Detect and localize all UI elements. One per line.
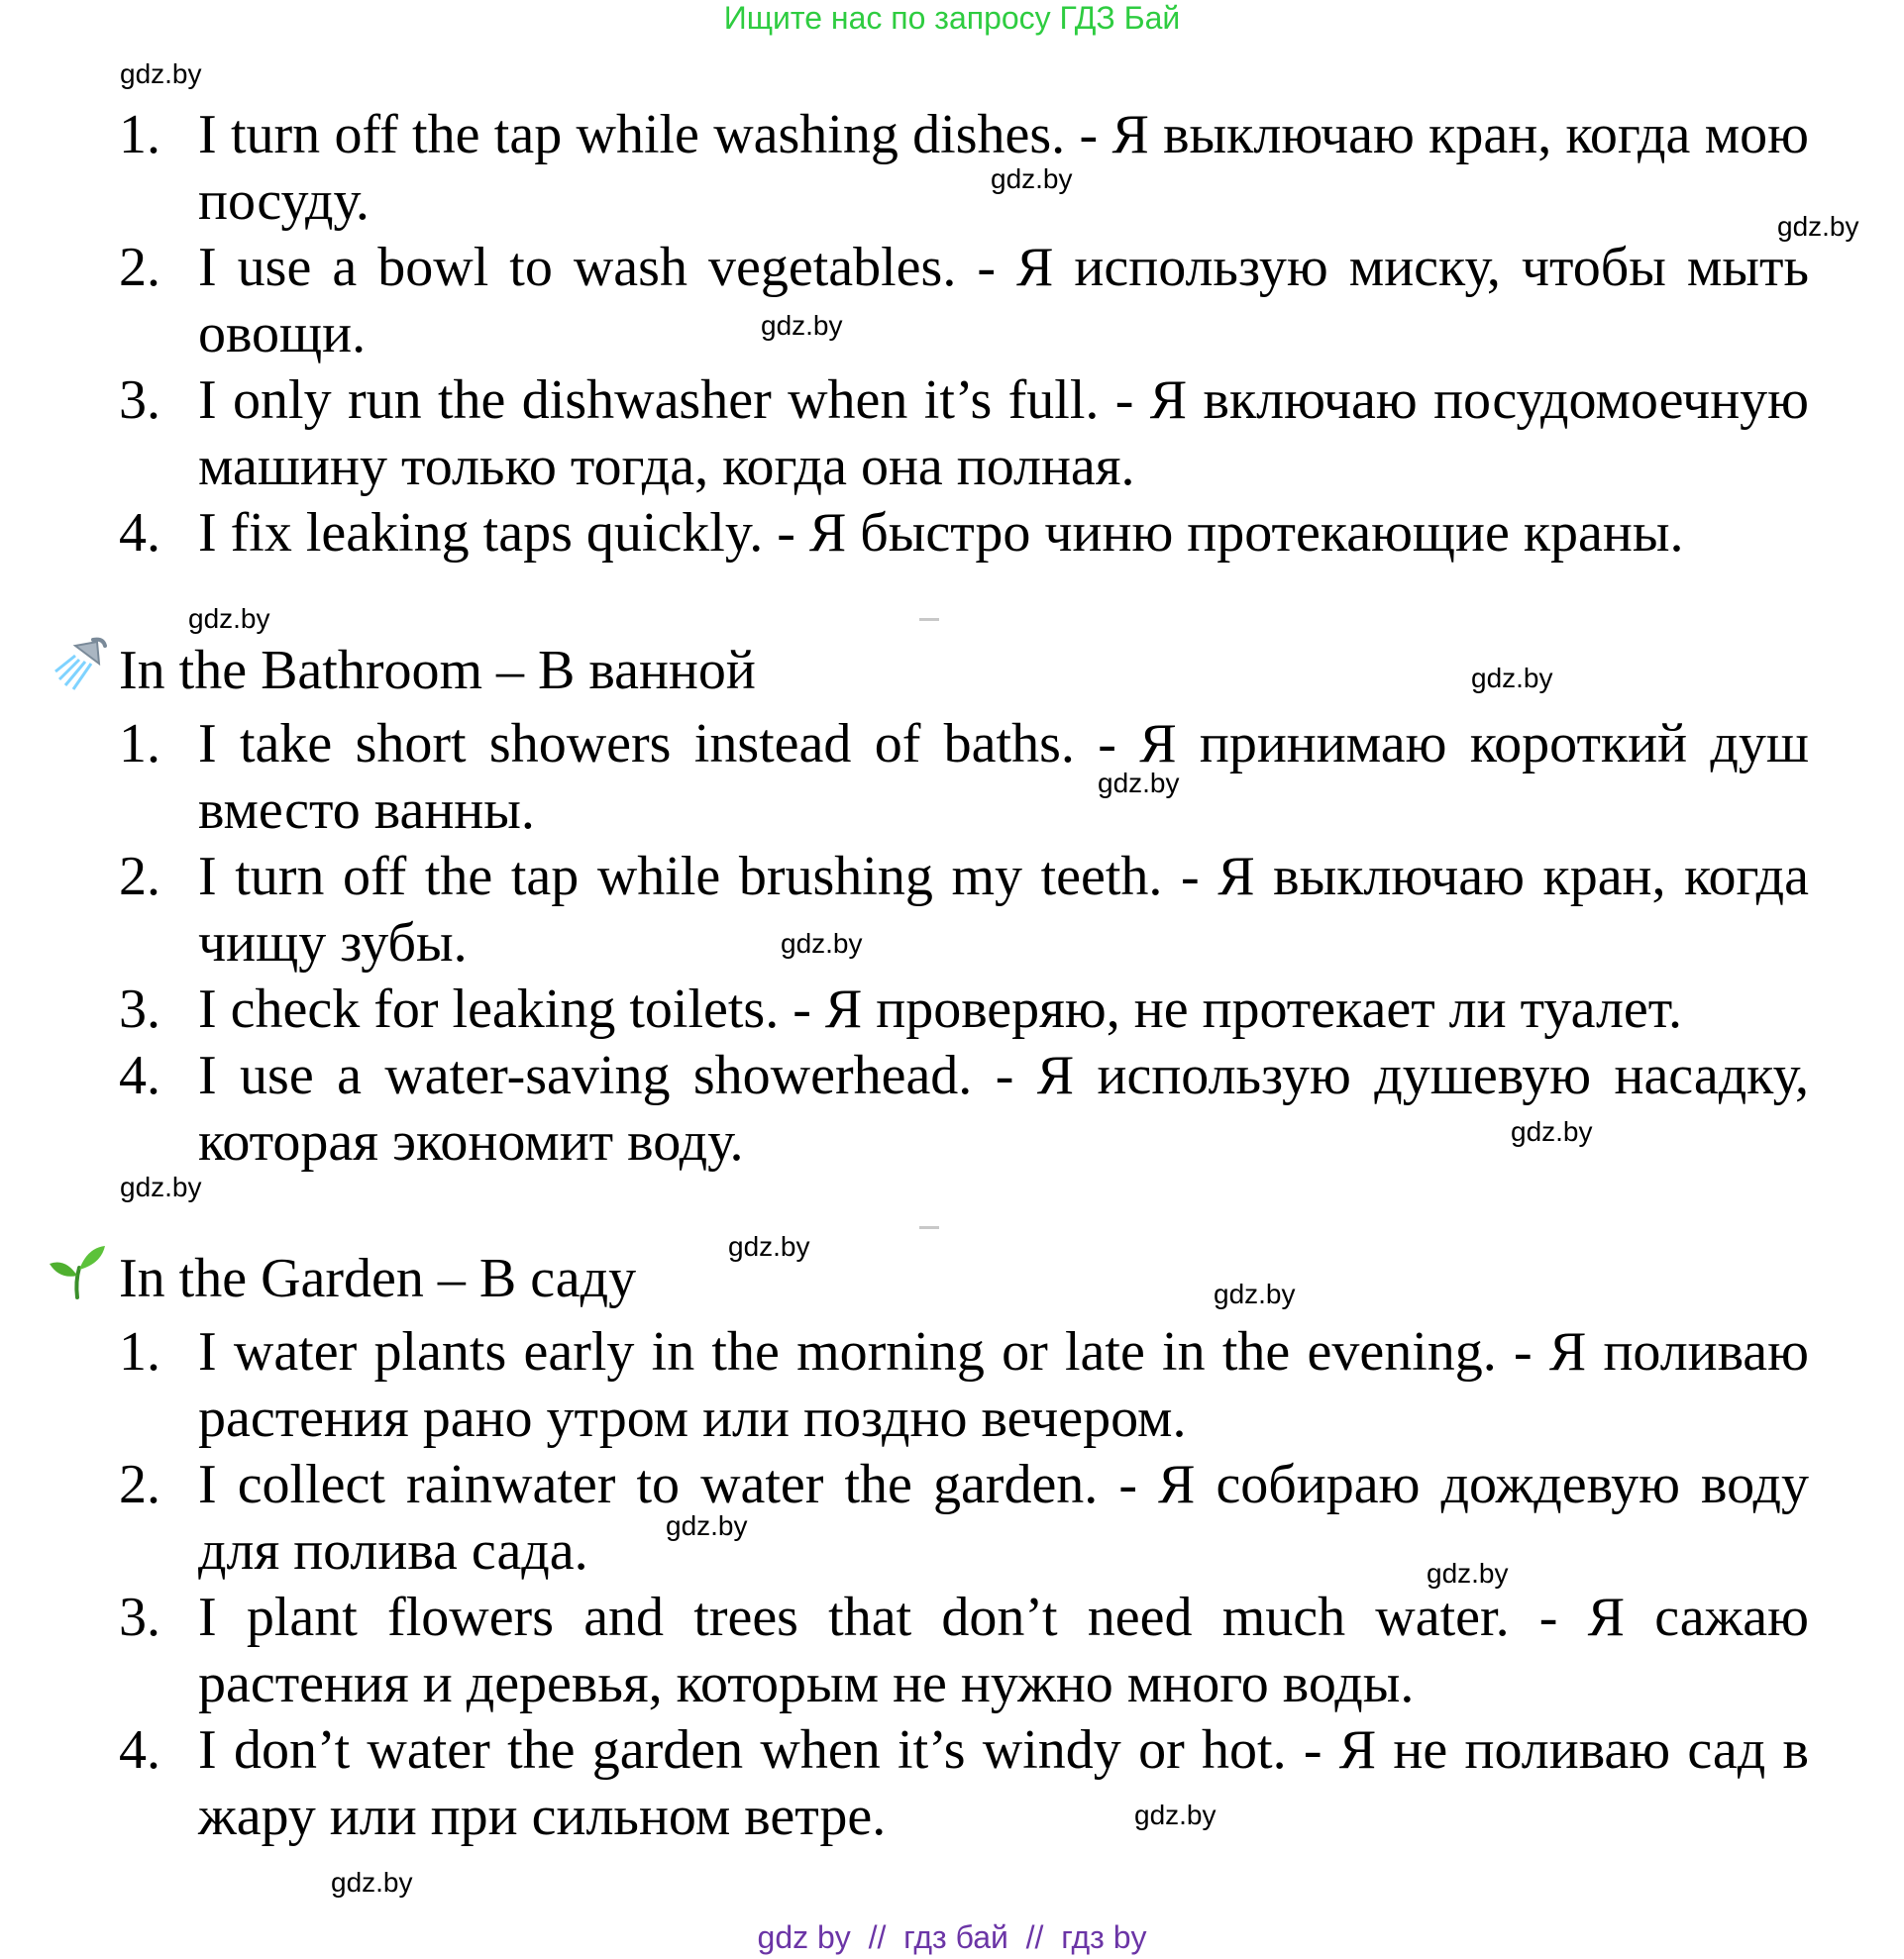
item-number: 3. bbox=[119, 369, 160, 431]
separator-mark bbox=[919, 1226, 939, 1229]
section-heading-bathroom: In the Bathroom – В ванной bbox=[119, 640, 756, 701]
watermark: gdz.by bbox=[120, 58, 202, 89]
section-heading-garden: In the Garden – В саду bbox=[119, 1248, 637, 1309]
item-text: I collect rainwater to water the garden. - Я собираю дождевую воду для полива сада. bbox=[198, 1454, 1809, 1582]
watermark: gdz.by bbox=[1214, 1279, 1296, 1309]
item-text: I only run the dishwasher when it’s full. - Я включаю посудомоечную машину только тогда, когда она полная. bbox=[198, 369, 1809, 497]
item-text: I take short showers instead of baths. - Я принимаю короткий душ вместо ванны. bbox=[198, 713, 1809, 841]
item-text: I don’t water the garden when it’s windy or hot. - Я не поливаю сад в жару или при сильном ветре. bbox=[198, 1719, 1809, 1847]
watermark: gdz.by bbox=[188, 603, 270, 634]
list-item bbox=[119, 1043, 1809, 1176]
list-item bbox=[119, 977, 1809, 1043]
list-item bbox=[119, 844, 1809, 977]
list-item bbox=[119, 1452, 1809, 1585]
watermark: gdz.by bbox=[781, 928, 863, 959]
item-number: 2. bbox=[119, 237, 160, 298]
watermark: gdz.by bbox=[1777, 211, 1859, 242]
list-item bbox=[119, 711, 1809, 844]
item-number: 4. bbox=[119, 1045, 160, 1106]
item-number: 1. bbox=[119, 713, 160, 774]
search-banner: Ищите нас по запросу ГДЗ Бай bbox=[723, 0, 1181, 36]
watermark: gdz.by bbox=[666, 1510, 748, 1541]
watermark: gdz.by bbox=[1134, 1800, 1216, 1830]
item-text: I use a water-saving showerhead. - Я использую душевую насадку, которая экономит воду. bbox=[198, 1045, 1809, 1173]
garden-list bbox=[119, 1319, 1809, 1850]
watermark: gdz.by bbox=[728, 1231, 810, 1262]
item-text: I turn off the tap while washing dishes. - Я выключаю кран, когда мою посуду. bbox=[198, 104, 1809, 232]
bathroom-list bbox=[119, 711, 1809, 1176]
watermark: gdz.by bbox=[1427, 1558, 1509, 1589]
watermark: gdz.by bbox=[120, 1172, 202, 1202]
watermark: gdz.by bbox=[1471, 663, 1553, 693]
item-number: 3. bbox=[119, 979, 160, 1040]
watermark: gdz.by bbox=[991, 163, 1073, 194]
list-item bbox=[119, 1717, 1809, 1850]
item-number: 3. bbox=[119, 1587, 160, 1648]
watermark: gdz.by bbox=[1511, 1116, 1593, 1147]
item-text: I check for leaking toilets. - Я проверяю, не протекает ли туалет. bbox=[198, 979, 1682, 1040]
item-number: 4. bbox=[119, 502, 160, 564]
watermark: gdz.by bbox=[1098, 768, 1180, 798]
shower-icon bbox=[50, 634, 109, 693]
list-item bbox=[119, 102, 1809, 235]
item-text: I fix leaking taps quickly. - Я быстро чиню протекающие краны. bbox=[198, 502, 1684, 564]
list-item bbox=[119, 367, 1809, 500]
list-item bbox=[119, 1319, 1809, 1452]
item-text: I plant flowers and trees that don’t need much water. - Я сажаю растения и деревья, которым не нужно много воды. bbox=[198, 1587, 1809, 1714]
watermark: gdz.by bbox=[331, 1867, 413, 1898]
item-number: 2. bbox=[119, 846, 160, 907]
item-text: I water plants early in the morning or late in the evening. - Я поливаю растения рано утром или поздно вечером. bbox=[198, 1321, 1809, 1449]
item-text: I use a bowl to wash vegetables. - Я использую миску, чтобы мыть овощи. bbox=[198, 237, 1809, 364]
item-number: 2. bbox=[119, 1454, 160, 1515]
item-number: 1. bbox=[119, 1321, 160, 1383]
footer-links[interactable]: gdz by // гдз бай // гдз by bbox=[757, 1919, 1147, 1955]
item-text: I turn off the tap while brushing my teeth. - Я выключаю кран, когда чищу зубы. bbox=[198, 846, 1809, 974]
seedling-icon bbox=[48, 1242, 107, 1301]
list-item bbox=[119, 1585, 1809, 1717]
list-item bbox=[119, 500, 1809, 567]
kitchen-list bbox=[119, 102, 1809, 567]
separator-mark bbox=[919, 618, 939, 621]
list-item bbox=[119, 235, 1809, 367]
watermark: gdz.by bbox=[761, 310, 843, 341]
item-number: 1. bbox=[119, 104, 160, 165]
item-number: 4. bbox=[119, 1719, 160, 1781]
